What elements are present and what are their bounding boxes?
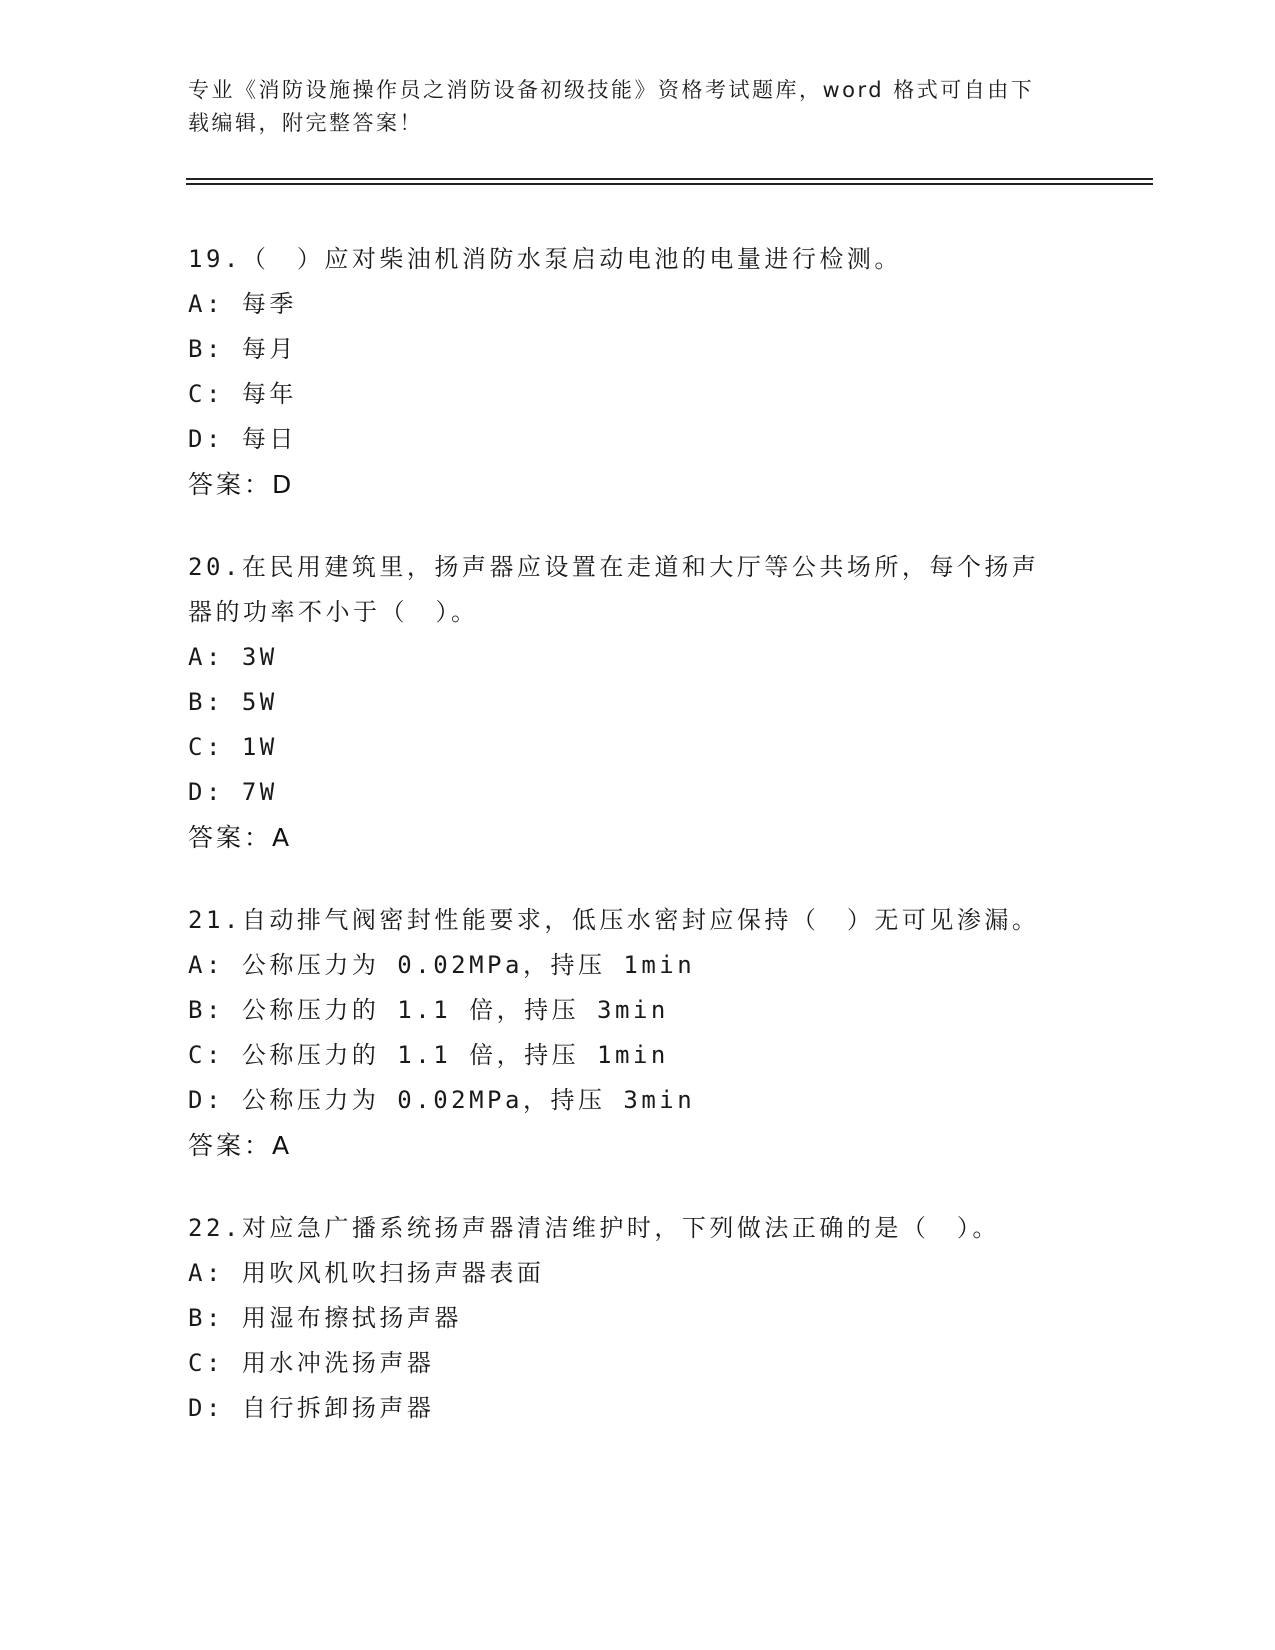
header-divider-top <box>186 178 1153 180</box>
header-line-1: 专业《消防设施操作员之消防设备初级技能》资格考试题库，word 格式可自由下 <box>188 78 1035 102</box>
option-b: B: 5W <box>188 688 278 716</box>
answer-line: 答案：A <box>188 1131 293 1160</box>
question-21 <box>188 898 1088 1168</box>
option-b: B: 公称压力的 1.1 倍，持压 3min <box>188 996 669 1024</box>
option-a: A: 3W <box>188 643 278 671</box>
option-b: B: 用湿布擦拭扬声器 <box>188 1304 462 1332</box>
answer-line: 答案：A <box>188 823 293 852</box>
option-d: D: 7W <box>188 778 278 806</box>
question-stem-line-2: 器的功率不小于（ ）。 <box>188 598 479 626</box>
option-d: D: 自行拆卸扬声器 <box>188 1394 435 1422</box>
option-a: A: 每季 <box>188 290 297 318</box>
document-header <box>188 74 1088 140</box>
option-c: C: 用水冲洗扬声器 <box>188 1349 435 1377</box>
header-line-2: 载编辑，附完整答案！ <box>188 111 423 135</box>
question-stem-line-1: 20.在民用建筑里，扬声器应设置在走道和大厅等公共场所，每个扬声 <box>188 553 1040 581</box>
answer-line: 答案：D <box>188 470 295 499</box>
header-divider-bottom <box>186 183 1153 185</box>
question-19 <box>188 237 1088 507</box>
question-stem: 22.对应急广播系统扬声器清洁维护时，下列做法正确的是（ ）。 <box>188 1214 1000 1242</box>
option-c: C: 公称压力的 1.1 倍，持压 1min <box>188 1041 669 1069</box>
option-a: A: 用吹风机吹扫扬声器表面 <box>188 1259 545 1287</box>
option-a: A: 公称压力为 0.02MPa，持压 1min <box>188 951 696 979</box>
option-c: C: 每年 <box>188 380 297 408</box>
question-20 <box>188 545 1088 860</box>
question-22 <box>188 1206 1088 1431</box>
option-b: B: 每月 <box>188 335 297 363</box>
option-d: D: 每日 <box>188 425 297 453</box>
question-stem: 19.（ ）应对柴油机消防水泵启动电池的电量进行检测。 <box>188 245 902 273</box>
question-list <box>188 237 1088 1469</box>
option-c: C: 1W <box>188 733 278 761</box>
option-d: D: 公称压力为 0.02MPa，持压 3min <box>188 1086 696 1114</box>
question-stem: 21.自动排气阀密封性能要求，低压水密封应保持（ ）无可见渗漏。 <box>188 906 1040 934</box>
